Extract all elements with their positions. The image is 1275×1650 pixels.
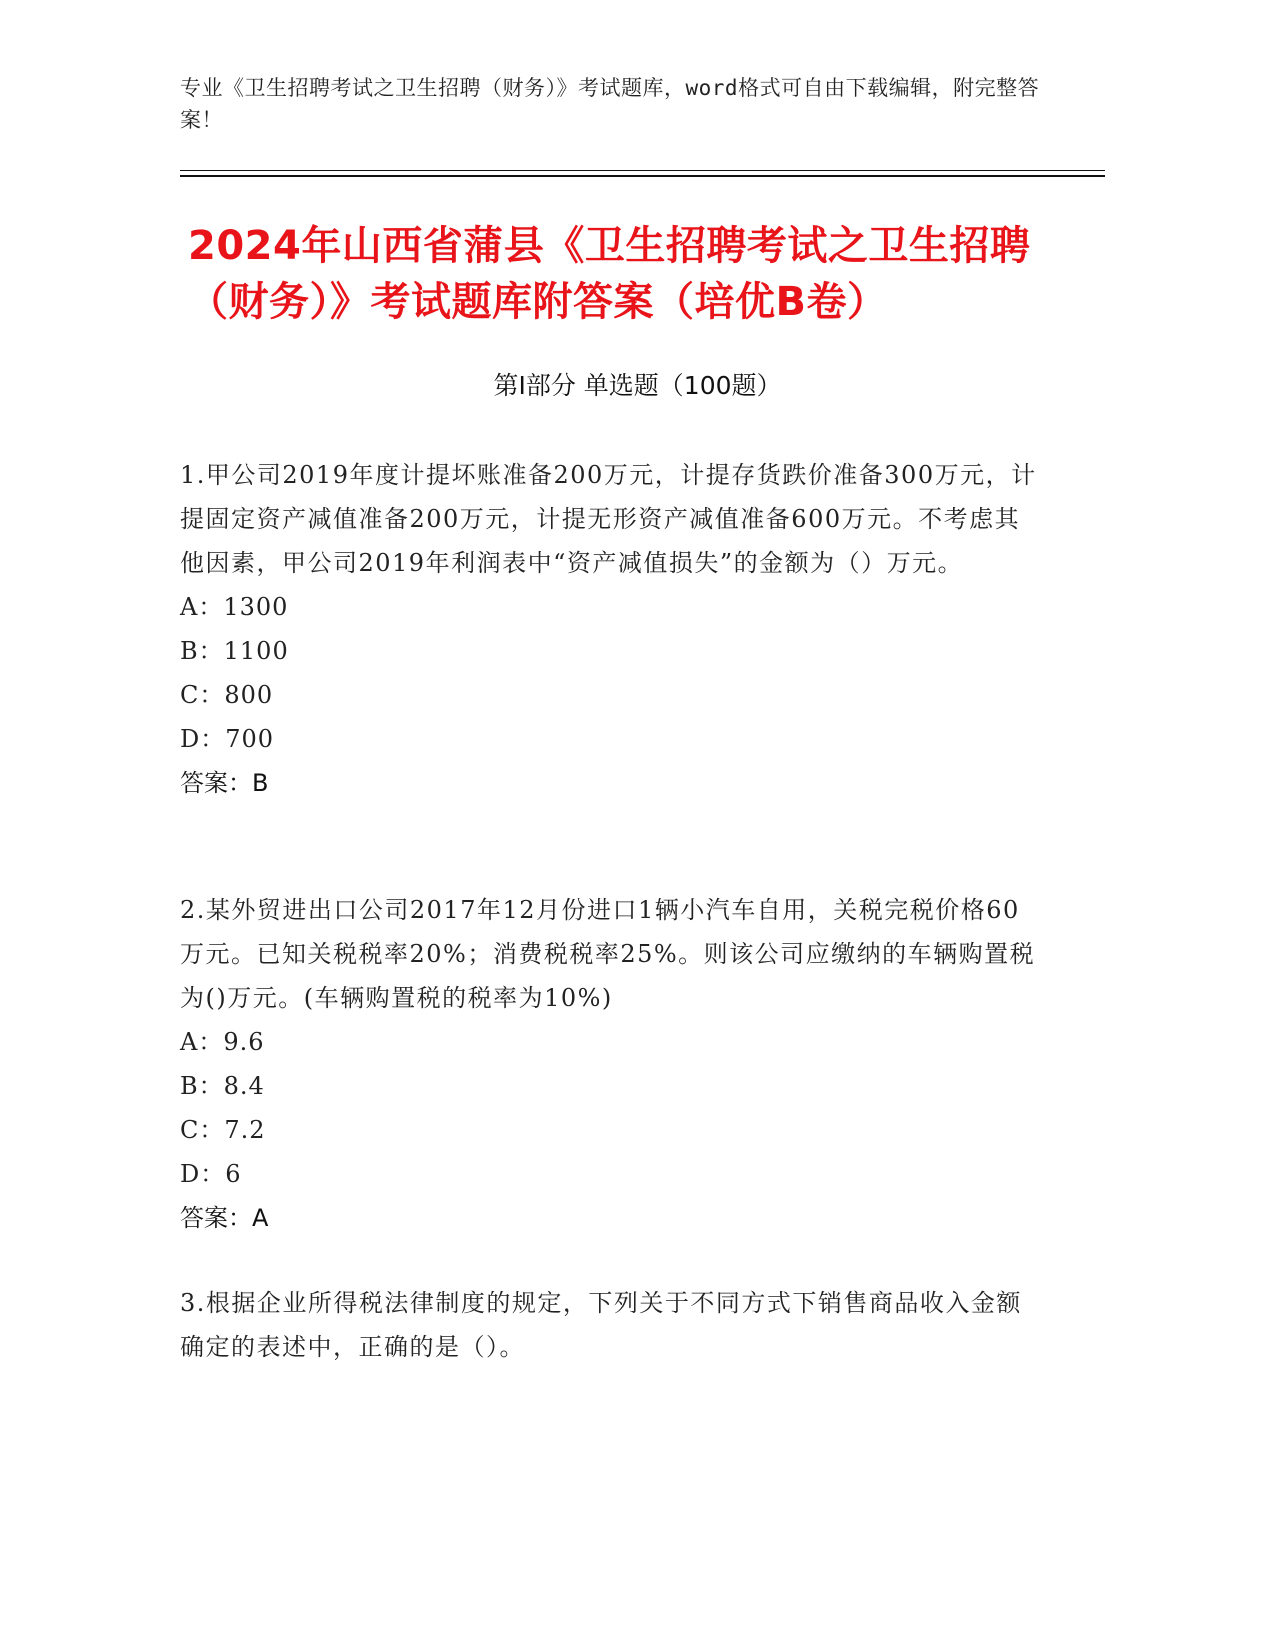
option-a: A：9.6 [180,1028,265,1056]
question-3 [180,1281,1040,1369]
header-divider-thick [180,175,1105,177]
option-c: C：7.2 [180,1116,266,1144]
document-title: 2024年山西省蒲县《卫生招聘考试之卫生招聘（财务）》考试题库附答案（培优B卷） [188,223,1031,325]
section-title: 第Ⅰ部分 单选题（100题） [493,371,782,400]
question-stem: 2.某外贸进出口公司2017年12月份进口1辆小汽车自用，关税完税价格60万元。已知关税税率20%；消费税税率25%。则该公司应缴纳的车辆购置税为()万元。(车辆购置税的税率为10%) [180,896,1036,1012]
header-divider-thin [180,170,1105,171]
question-2 [180,888,1040,1240]
header-note: 专业《卫生招聘考试之卫生招聘（财务）》考试题库，word格式可自由下载编辑，附完整答案！ [180,76,1040,132]
answer: 答案：B [180,769,269,797]
option-d: D：700 [180,725,275,753]
question-1 [180,453,1040,805]
option-c: C：800 [180,681,274,709]
question-stem: 3.根据企业所得税法律制度的规定，下列关于不同方式下销售商品收入金额确定的表述中，正确的是（）。 [180,1289,1022,1361]
answer: 答案：A [180,1204,269,1232]
question-stem: 1.甲公司2019年度计提坏账准备200万元，计提存货跌价准备300万元，计提固定资产减值准备200万元，计提无形资产减值准备600万元。不考虑其他因素，甲公司2019年利润表中“资产减值损失”的金额为（）万元。 [180,461,1037,577]
option-b: B：8.4 [180,1072,265,1100]
option-d: D：6 [180,1160,242,1188]
option-a: A：1300 [180,593,289,621]
option-b: B：1100 [180,637,289,665]
